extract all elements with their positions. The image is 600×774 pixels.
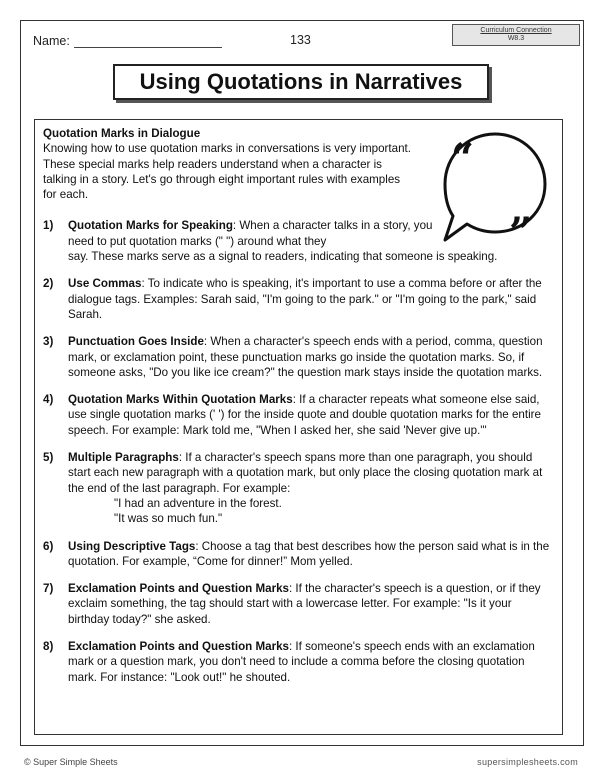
rule-title: Use Commas — [68, 277, 142, 291]
rule-text: : If a character repeats what someone else said, use single quotation marks (' ') for the inside quote and double quotation marks for the entire speech. For example: Mark told me, "When I asked her, she said 'Never give up.'" — [68, 393, 541, 437]
rule-title: Punctuation Goes Inside — [68, 335, 204, 349]
curriculum-title: Curriculum Connection — [480, 27, 552, 34]
rule-title: Using Descriptive Tags — [68, 539, 196, 553]
rule-item-2 — [43, 276, 554, 322]
rule-title: Exclamation Points and Question Marks — [68, 582, 289, 596]
rule-text: : If someone's speech ends with an exclamation mark or a question mark, you don't need to include a comma before the closing quotation mark. For instance: "Look out!" he shouted. — [68, 640, 535, 684]
rule-text: : To indicate who is speaking, it's important to use a comma before or after the dialogue tags. Examples: Sarah said, "I'm going to the park." or "I'm going to the park," said Sarah. — [68, 277, 542, 321]
intro-heading: Quotation Marks in Dialogue — [43, 127, 201, 140]
page-number: 133 — [290, 33, 311, 47]
header — [20, 20, 584, 60]
rule-title: Quotation Marks for Speaking — [68, 219, 233, 233]
rule-title: Multiple Paragraphs — [68, 451, 179, 465]
open-quote-glyph: “ — [451, 135, 475, 182]
intro-text: Knowing how to use quotation marks in conversations is very important. These special marks help readers understand when a character is talking in a story. Let's go through eight important rules with examples for each. — [43, 142, 411, 202]
rule-number: 2) — [43, 277, 54, 291]
rule-text: : If a character's speech spans more than one paragraph, you should start each new paragraph with a quotation mark, but only place the closing quotation mark at the end of the last paragraph. For example: — [68, 451, 543, 495]
rule-item-6 — [43, 539, 554, 570]
close-quote-glyph: ” — [509, 209, 533, 244]
example-line-2: "It was so much fun." — [114, 512, 223, 526]
curriculum-connection-box — [452, 24, 580, 46]
rule-item-3 — [43, 334, 554, 380]
page-title: Using Quotations in Narratives — [139, 69, 463, 94]
rule-text-continued: say. These marks serve as a signal to readers, indicating that someone is speaking. — [68, 250, 498, 264]
rule-number: 1) — [43, 219, 54, 233]
rule-number: 8) — [43, 640, 54, 654]
rule-title: Exclamation Points and Question Marks — [68, 640, 289, 654]
rule-item-4 — [43, 392, 554, 438]
rule-number: 5) — [43, 451, 54, 465]
title-box — [113, 64, 489, 100]
rule-item-5 — [43, 450, 554, 526]
rule-title: Quotation Marks Within Quotation Marks — [68, 393, 293, 407]
content-box — [34, 119, 563, 735]
rule-text: : When a character's speech ends with a period, comma, question mark, or exclamation point, these punctuation marks go inside the quotation marks. So, if someone asks, "Do you like ice cream?" the question mark stays inside the quotation marks. — [68, 335, 543, 379]
rule-text: : If the character's speech is a question, or if they exclaim something, the tag should start with a lowercase letter. For example: "Is it your birthday today?" she asked. — [68, 582, 541, 626]
rule-text: : Choose a tag that best describes how the person said what is in the quotation. For example, “Come for dinner!” Mom yelled. — [68, 539, 550, 568]
rule-item-7 — [43, 581, 554, 627]
rule-number: 6) — [43, 539, 54, 553]
rule-text-narrow — [68, 218, 436, 249]
rule-number: 3) — [43, 335, 54, 349]
name-label: Name: — [33, 34, 70, 48]
rule-number: 7) — [43, 582, 54, 596]
curriculum-code: W8.3 — [507, 35, 525, 42]
name-line[interactable] — [74, 47, 222, 48]
rule-item-1 — [43, 218, 554, 264]
example-line-1: "I had an adventure in the forest. — [114, 496, 282, 510]
rule-text: : When a character talks in a story, you need to put quotation marks (" ") around what they — [68, 219, 433, 248]
footer-website: supersimplesheets.com — [477, 757, 578, 767]
rule-number: 4) — [43, 393, 54, 407]
footer-copyright: © Super Simple Sheets — [24, 757, 118, 767]
rule-item-8 — [43, 639, 554, 685]
